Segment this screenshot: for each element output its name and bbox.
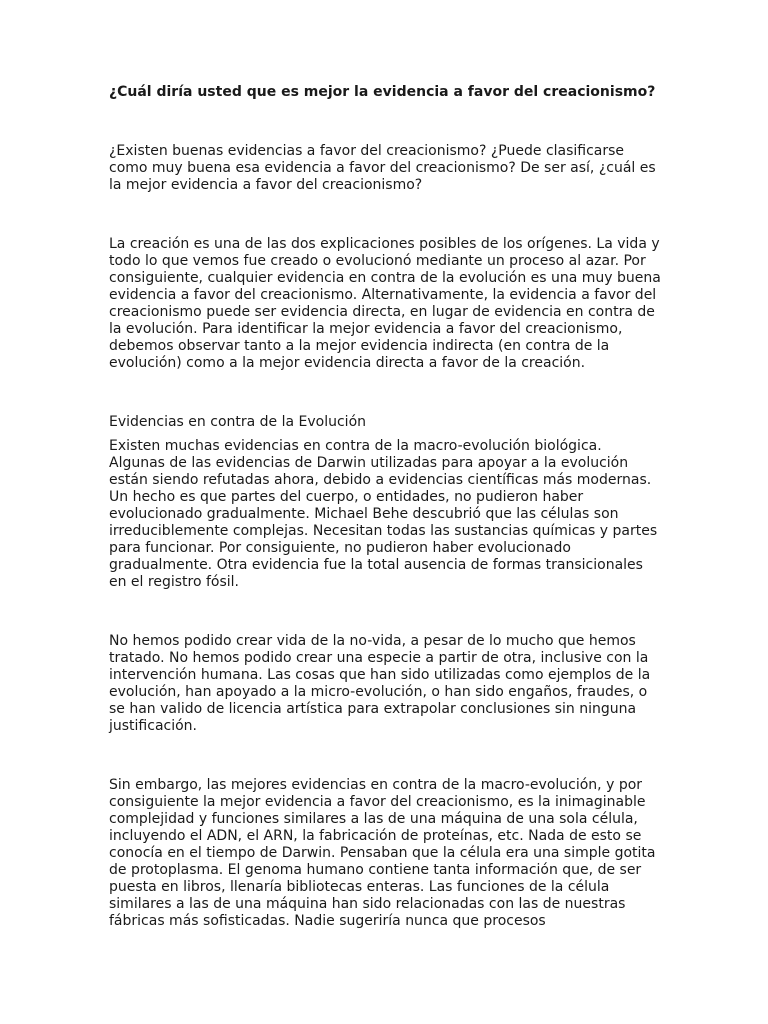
document-page (109, 84, 661, 930)
document-title: ¿Cuál diría usted que es mejor la evidencia a favor del creacionismo? (109, 84, 656, 100)
paragraph-creation: La creación es una de las dos explicaciones posibles de los orígenes. La vida y todo lo que vemos fue creado o evolucionó mediante un proceso al azar. Por consiguiente, cualquier evidencia en contra de la evolución es una muy buena evidencia a favor del creacionismo. Alternativamente, la evidencia a favor del creacionismo puede ser evidencia directa, en lugar de evidencia en contra de la evolución. Para identificar la mejor evidencia a favor del creacionismo, debemos observar tanto a la mejor evidencia indirecta (en contra de la evolución) como a la mejor evidencia directa a favor de la creación. (109, 235, 661, 371)
section-heading-evidence: Evidencias en contra de la Evolución (109, 413, 367, 430)
paragraph-complexity: Sin embargo, las mejores evidencias en contra de la macro-evolución, y por consiguiente la mejor evidencia a favor del creacionismo, es la inimaginable complejidad y funciones similares a las de una máquina de una sola célula, incluyendo el ADN, el ARN, la fabricación de proteínas, etc. Nada de esto se conocía en el tiempo de Darwin. Pensaban que la célula era una simple gotita de protoplasma. El genoma humano contiene tanta información que, de ser puesta en libros, llenaría bibliotecas enteras. Las funciones de la célula similares a las de una máquina han sido relacionadas con las de nuestras fábricas más sofisticadas. Nadie sugeriría nunca que procesos (109, 776, 656, 929)
intro-paragraph: ¿Existen buenas evidencias a favor del creacionismo? ¿Puede clasificarse como muy buena esa evidencia a favor del creacionismo? De ser así, ¿cuál es la mejor evidencia a favor del creacionismo? (109, 142, 656, 193)
paragraph-no-life: No hemos podido crear vida de la no-vida, a pesar de lo mucho que hemos tratado. No hemos podido crear una especie a partir de otra, inclusive con la intervención humana. Las cosas que han sido utilizadas como ejemplos de la evolución, han apoyado a la micro-evolución, o han sido engaños, fraudes, o se han valido de licencia artística para extrapolar conclusiones sin ninguna justificación. (109, 632, 651, 734)
paragraph-evidence: Existen muchas evidencias en contra de la macro-evolución biológica. Algunas de las evidencias de Darwin utilizadas para apoyar a la evolución están siendo refutadas ahora, debido a evidencias científicas más modernas. Un hecho es que partes del cuerpo, o entidades, no pudieron haber evolucionado gradualmente. Michael Behe descubrió que las células son irreduciblemente complejas. Necesitan todas las sustancias químicas y partes para funcionar. Por consiguiente, no pudieron haber evolucionado gradualmente. Otra evidencia fue la total ausencia de formas transicionales en el registro fósil. (109, 437, 658, 590)
